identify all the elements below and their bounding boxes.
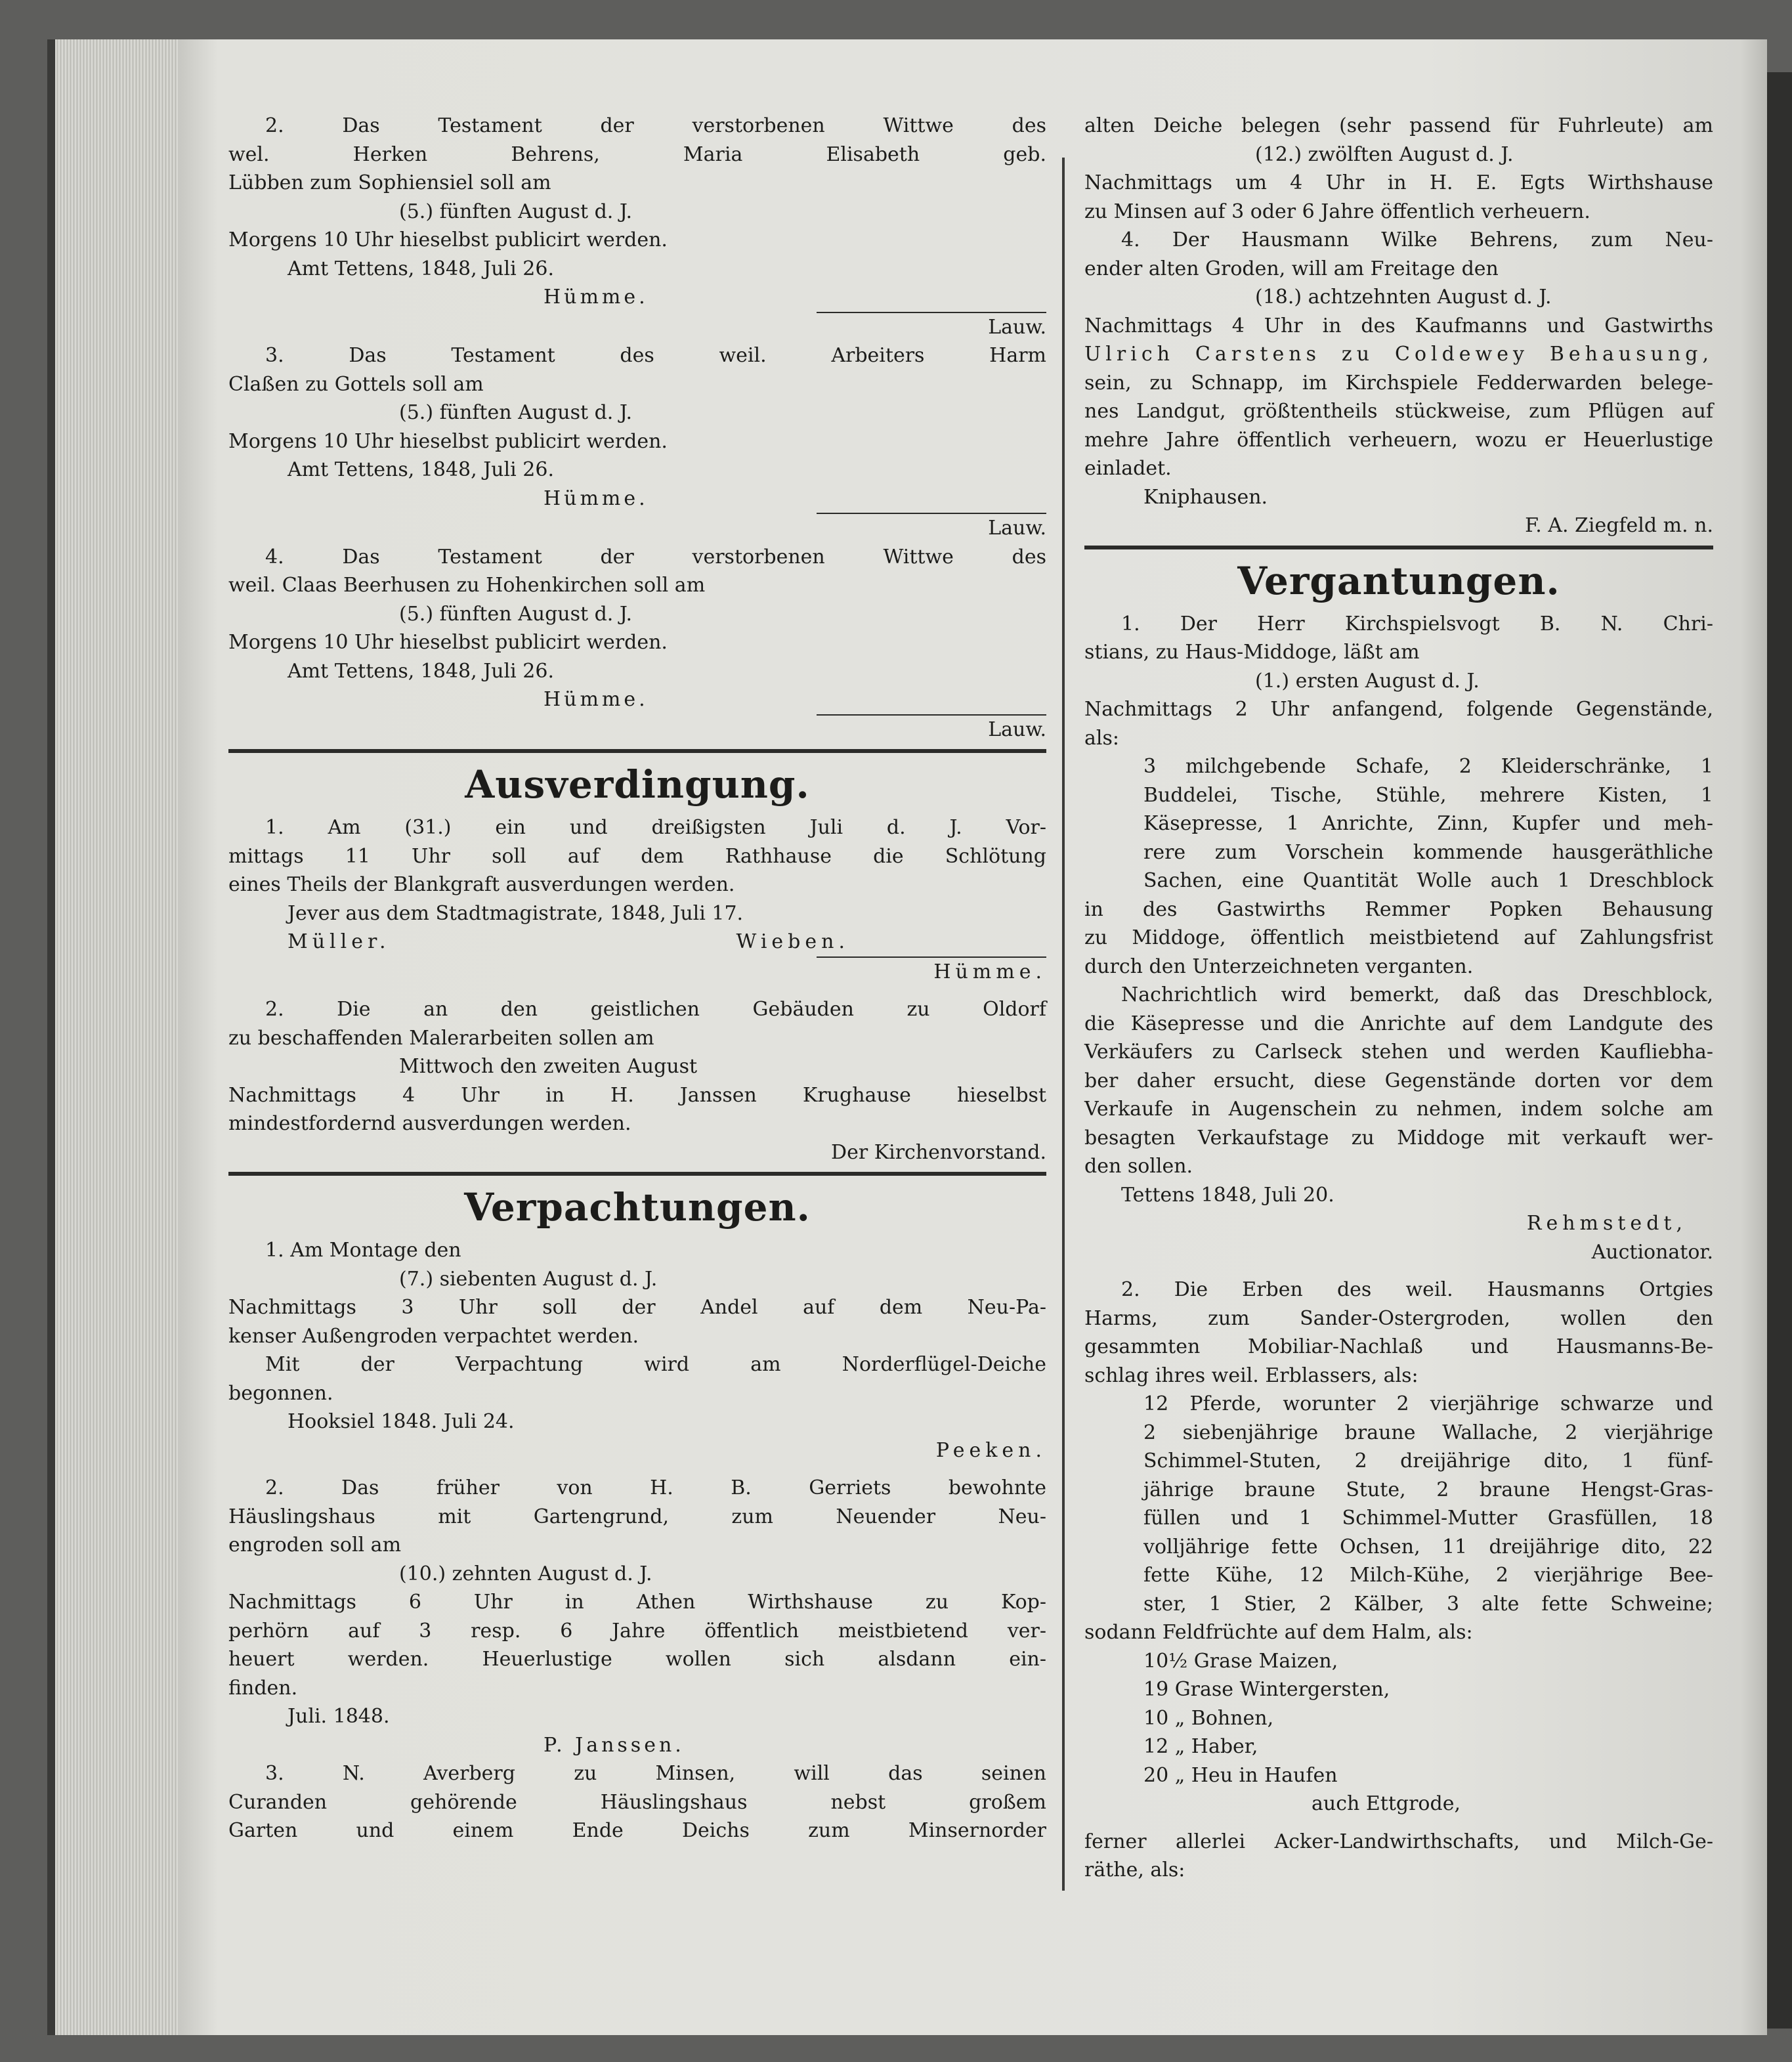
text-line: Verkaufe in Augenschein zu nehmen, indem solche am bbox=[1084, 1098, 1713, 1121]
text-line: 3 milchgebende Schafe, 2 Kleiderschränke, 1 bbox=[1143, 755, 1713, 778]
text-line: perhörn auf 3 resp. 6 Jahre öffentlich meistbietend ver- bbox=[228, 1619, 1046, 1643]
notice-verpachtung-andel bbox=[228, 1236, 1046, 1465]
text-line: die Käsepresse und die Anrichte auf dem Landgute des bbox=[1084, 1012, 1713, 1035]
signature: Müller. bbox=[288, 930, 391, 953]
text-line: 20 „ Heu in Haufen bbox=[1143, 1763, 1338, 1787]
text-line: zu Minsen auf 3 oder 6 Jahre öffentlich verheuern. bbox=[1084, 200, 1590, 223]
text-line: 2. Das früher von H. B. Gerriets bewohnte bbox=[265, 1476, 1046, 1499]
text-line: alten Deiche belegen (sehr passend für Fuhrleute) am bbox=[1084, 114, 1713, 137]
text-line: 10½ Grase Maizen, bbox=[1143, 1649, 1338, 1673]
text-line: ferner allerlei Acker-Landwirthschafts, und Milch-Ge- bbox=[1084, 1830, 1713, 1853]
text-line: Garten und einem Ende Deichs zum Minsernorder bbox=[228, 1819, 1046, 1842]
text-line: Harms, zum Sander-Ostergroden, wollen den bbox=[1084, 1306, 1713, 1330]
date-line: (5.) fünften August d. J. bbox=[399, 602, 633, 626]
section-heading: Ausverdingung. bbox=[465, 762, 810, 807]
text-line: Morgens 10 Uhr hieselbst publicirt werden. bbox=[228, 631, 668, 654]
text-line: füllen und 1 Schimmel-Mutter Grasfüllen, 18 bbox=[1143, 1507, 1713, 1530]
text-line: jährige braune Stute, 2 braune Hengst-Gras- bbox=[1143, 1478, 1713, 1501]
text-line: Claßen zu Gottels soll am bbox=[228, 372, 484, 396]
notice-testament-beerhusen bbox=[228, 543, 1046, 744]
signature: Lauw. bbox=[988, 315, 1046, 339]
text-line: Nachmittags 2 Uhr anfangend, folgende Gegenstände, bbox=[1084, 698, 1713, 721]
signature: Lauw. bbox=[988, 718, 1046, 741]
text-line: gesammten Mobiliar-Nachlaß und Hausmanns-Be- bbox=[1084, 1335, 1713, 1358]
text-line: einladet. bbox=[1084, 457, 1172, 480]
text-line: als: bbox=[1084, 726, 1119, 750]
text-line: Buddelei, Tische, Stühle, mehrere Kisten, 1 bbox=[1143, 783, 1713, 807]
text-line: Hooksiel 1848. Juli 24. bbox=[288, 1410, 515, 1433]
notice-ausverdingung-blankgraft bbox=[228, 813, 1046, 986]
signature: F. A. Ziegfeld m. n. bbox=[1525, 514, 1713, 537]
text-line: fette Kühe, 12 Milch-Kühe, 2 vierjährige Bee- bbox=[1143, 1564, 1713, 1587]
notice-ausverdingung-oldorf bbox=[228, 995, 1046, 1167]
text-line: Häuslingshaus mit Gartengrund, zum Neuender Neu- bbox=[228, 1505, 1046, 1528]
date-line: (18.) achtzehnten August d. J. bbox=[1255, 286, 1552, 309]
text-line: heuert werden. Heuerlustige wollen sich alsdann ein- bbox=[228, 1648, 1046, 1671]
text-line: engroden soll am bbox=[228, 1534, 402, 1557]
text-line: Morgens 10 Uhr hieselbst publicirt werden. bbox=[228, 228, 668, 251]
date-line: (10.) zehnten August d. J. bbox=[399, 1562, 652, 1585]
date-line: (5.) fünften August d. J. bbox=[399, 401, 633, 424]
section-heading: Vergantungen. bbox=[1237, 558, 1560, 603]
text-line: Amt Tettens, 1848, Juli 26. bbox=[288, 257, 554, 280]
text-line: Amt Tettens, 1848, Juli 26. bbox=[288, 659, 554, 683]
text-line: begonnen. bbox=[228, 1381, 333, 1405]
text-line: schlag ihres weil. Erblassers, als: bbox=[1084, 1364, 1419, 1387]
signature: Hümme. bbox=[933, 960, 1046, 983]
text-line: ber daher ersucht, diese Gegenstände dorten vor dem bbox=[1084, 1069, 1713, 1092]
text-line: ender alten Groden, will am Freitage den bbox=[1084, 257, 1499, 280]
notice-vergantung-harms bbox=[1084, 1276, 1713, 1885]
text-line: Lübben zum Sophiensiel soll am bbox=[228, 171, 551, 194]
text-line: nes Landgut, größtentheils stückweise, zum Pflügen auf bbox=[1084, 400, 1713, 423]
signature: Hümme. bbox=[544, 286, 649, 309]
text-line: Käsepresse, 1 Anrichte, Zinn, Kupfer und meh- bbox=[1143, 812, 1713, 835]
text-line: Schimmel-Stuten, 2 dreijährige dito, 1 fünf- bbox=[1143, 1450, 1713, 1472]
text-line: stians, zu Haus-Middoge, läßt am bbox=[1084, 641, 1420, 664]
text-line: 4. Der Hausmann Wilke Behrens, zum Neu- bbox=[1121, 228, 1713, 251]
text-line: 12 „ Haber, bbox=[1143, 1735, 1258, 1758]
text-line: 3. Das Testament des weil. Arbeiters Harm bbox=[265, 344, 1046, 367]
notice-verpachtung-haeuslingshaus bbox=[228, 1474, 1046, 1759]
text-line: Curanden gehörende Häuslingshaus nebst großem bbox=[228, 1790, 1046, 1814]
text-line: den sollen. bbox=[1084, 1155, 1193, 1178]
date-line: (1.) ersten August d. J. bbox=[1255, 669, 1480, 693]
text-line: 2 siebenjährige braune Wallache, 2 vierjährige bbox=[1143, 1421, 1713, 1444]
text-line: Nachmittags um 4 Uhr in H. E. Egts Wirthshause bbox=[1084, 171, 1713, 194]
text-line: Kniphausen. bbox=[1143, 485, 1268, 509]
column-divider bbox=[1062, 158, 1065, 1891]
notice-testament-classen bbox=[228, 341, 1046, 543]
text-line: finden. bbox=[228, 1676, 298, 1700]
text-line: Mit der Verpachtung wird am Norderflügel-Deiche bbox=[265, 1353, 1046, 1376]
text-line: mehre Jahre öffentlich verheuern, wozu er Heuerlustige bbox=[1084, 428, 1713, 452]
book-edge bbox=[1767, 72, 1792, 2029]
signature: Hümme. bbox=[544, 688, 649, 711]
text-line: 3. N. Averberg zu Minsen, will das seinen bbox=[265, 1762, 1046, 1785]
text-line: Amt Tettens, 1848, Juli 26. bbox=[288, 458, 554, 481]
section-rule bbox=[1084, 546, 1713, 549]
text-line: Nachrichtlich wird bemerkt, daß das Dreschblock, bbox=[1121, 983, 1713, 1006]
text-line: räthe, als: bbox=[1084, 1858, 1185, 1881]
signature: Wieben. bbox=[736, 930, 849, 953]
left-column bbox=[228, 112, 1046, 1845]
text-line: mindestfordernd ausverdungen werden. bbox=[228, 1112, 631, 1135]
notice-vergantung-christians bbox=[1084, 610, 1713, 1267]
text-line: besagten Verkaufstage zu Middoge mit verkauft wer- bbox=[1084, 1126, 1713, 1149]
date-line: Mittwoch den zweiten August bbox=[399, 1055, 698, 1078]
text-line: Sachen, eine Quantität Wolle auch 1 Dreschblock bbox=[1143, 869, 1713, 892]
notice-averberg-continued bbox=[1084, 112, 1713, 540]
section-rule bbox=[228, 749, 1046, 753]
text-line: auch Ettgrode, bbox=[1312, 1792, 1461, 1815]
text-line: zu Middoge, öffentlich meistbietend auf Zahlungsfrist bbox=[1084, 926, 1713, 949]
text-line: Jever aus dem Stadtmagistrate, 1848, Juli 17. bbox=[288, 901, 744, 925]
text-line: 2. Das Testament der verstorbenen Wittwe des bbox=[265, 114, 1046, 137]
date-line: (12.) zwölften August d. J. bbox=[1255, 142, 1514, 166]
book-page-edges bbox=[47, 39, 186, 2035]
text-line: 4. Das Testament der verstorbenen Wittwe des bbox=[265, 545, 1046, 569]
text-line: Verkäufers zu Carlseck stehen und werden Kaufliebha- bbox=[1084, 1041, 1713, 1063]
text-line: 1. Am (31.) ein und dreißigsten Juli d. J. Vor- bbox=[265, 816, 1046, 839]
text-line: Nachmittags 4 Uhr in des Kaufmanns und Gastwirths bbox=[1084, 314, 1713, 337]
text-line: 1. Am Montage den bbox=[265, 1239, 461, 1262]
signature: Der Kirchenvorstand. bbox=[831, 1140, 1046, 1164]
text-line: Tettens 1848, Juli 20. bbox=[1121, 1183, 1334, 1207]
text-line: eines Theils der Blankgraft ausverdungen werden. bbox=[228, 873, 735, 896]
text-line: 2. Die an den geistlichen Gebäuden zu Oldorf bbox=[265, 998, 1046, 1021]
signature: Auctionator. bbox=[1591, 1240, 1713, 1264]
text-line: 19 Grase Wintergersten, bbox=[1143, 1678, 1390, 1701]
signature: Lauw. bbox=[988, 517, 1046, 540]
text-line: durch den Unterzeichneten verganten. bbox=[1084, 955, 1474, 978]
section-heading: Verpachtungen. bbox=[464, 1185, 811, 1230]
text-line: wel. Herken Behrens, Maria Elisabeth geb. bbox=[228, 142, 1046, 166]
text-line: 1. Der Herr Kirchspielsvogt B. N. Chri- bbox=[1121, 612, 1713, 635]
text-line: Nachmittags 4 Uhr in H. Janssen Krughause hieselbst bbox=[228, 1083, 1046, 1107]
text-line: sodann Feldfrüchte auf dem Halm, als: bbox=[1084, 1621, 1473, 1644]
text-line: sein, zu Schnapp, im Kirchspiele Fedderwarden belege- bbox=[1084, 371, 1713, 395]
signature-row bbox=[228, 928, 1046, 956]
signature: Hümme. bbox=[544, 486, 649, 510]
text-line: ster, 1 Stier, 2 Kälber, 3 alte fette Schweine; bbox=[1143, 1592, 1713, 1616]
signature: Rehmstedt, bbox=[1526, 1212, 1687, 1235]
text-line: 2. Die Erben des weil. Hausmanns Ortgies bbox=[1121, 1278, 1713, 1301]
date-line: (7.) siebenten August d. J. bbox=[399, 1267, 658, 1291]
text-line: kenser Außengroden verpachtet werden. bbox=[228, 1324, 639, 1348]
notice-testament-behrens bbox=[228, 112, 1046, 341]
date-line: (5.) fünften August d. J. bbox=[399, 200, 633, 223]
text-line: Nachmittags 6 Uhr in Athen Wirthshause zu Kop- bbox=[228, 1591, 1046, 1614]
text-line: Morgens 10 Uhr hieselbst publicirt werden. bbox=[228, 429, 668, 453]
text-line: mittags 11 Uhr soll auf dem Rathhause die Schlötung bbox=[228, 844, 1046, 868]
text-line: Ulrich Carstens zu Coldewey Behausung, bbox=[1084, 343, 1713, 366]
text-line: in des Gastwirths Remmer Popken Behausung bbox=[1084, 897, 1713, 921]
text-line: 10 „ Bohnen, bbox=[1143, 1706, 1274, 1730]
signature: Peeken. bbox=[935, 1438, 1046, 1462]
text-line: weil. Claas Beerhusen zu Hohenkirchen soll am bbox=[228, 574, 706, 597]
signature: P. Janssen. bbox=[544, 1733, 685, 1757]
text-line: Nachmittags 3 Uhr soll der Andel auf dem Neu-Pa- bbox=[228, 1296, 1046, 1319]
text-line: zu beschaffenden Malerarbeiten sollen am bbox=[228, 1026, 654, 1050]
text-line: Juli. 1848. bbox=[288, 1705, 390, 1728]
right-column bbox=[1084, 112, 1713, 1885]
text-line: rere zum Vorschein kommende hausgeräthliche bbox=[1143, 840, 1713, 864]
section-rule bbox=[228, 1172, 1046, 1176]
text-line: volljährige fette Ochsen, 11 dreijährige dito, 22 bbox=[1143, 1535, 1713, 1558]
notice-averberg bbox=[228, 1759, 1046, 1845]
text-line: 12 Pferde, worunter 2 vierjährige schwarze und bbox=[1143, 1392, 1713, 1415]
